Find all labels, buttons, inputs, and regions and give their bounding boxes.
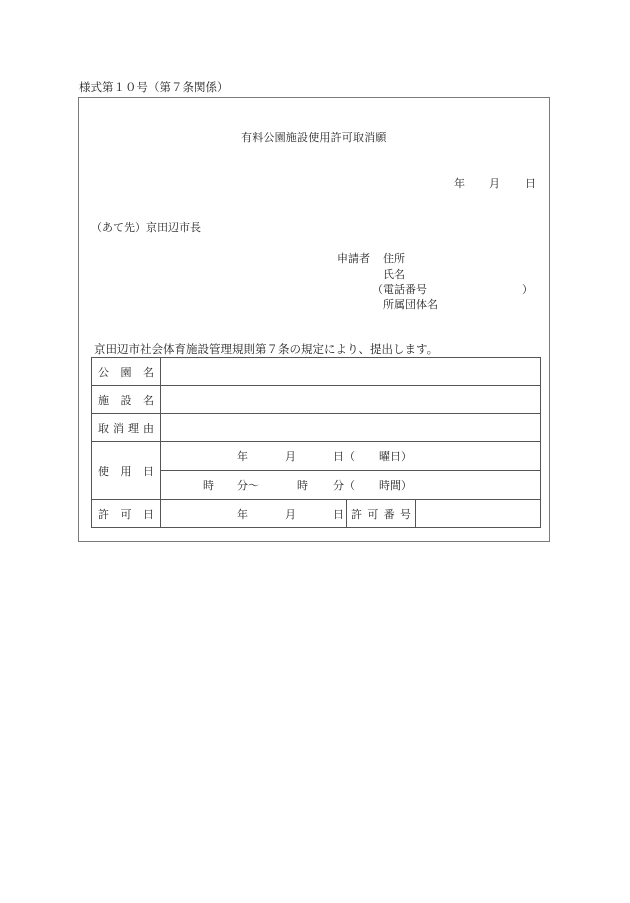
permit-date-label: 許 可 日 <box>92 500 161 528</box>
permit-date-input[interactable]: 年 月 日 <box>161 500 347 528</box>
form-code: 様式第１０号（第７条関係） <box>79 80 229 94</box>
table-row-cancel-reason <box>92 414 541 442</box>
applicant-name-field[interactable]: 氏名 <box>383 268 405 281</box>
phone-close-paren: ） <box>522 283 533 296</box>
table-row-permit <box>92 500 541 528</box>
table-row-park-name <box>92 358 541 386</box>
applicant-address-field[interactable]: 住所 <box>383 252 405 265</box>
cancel-reason-input[interactable] <box>161 414 541 442</box>
addressee: （あて先）京田辺市長 <box>91 221 201 234</box>
date-day-label[interactable]: 日 <box>525 177 536 190</box>
applicant-organization-field[interactable]: 所属団体名 <box>383 298 438 311</box>
permit-number-input[interactable] <box>416 500 541 528</box>
form-title: 有料公園施設使用許可取消願 <box>241 131 387 144</box>
cancel-reason-label: 取 消 理 由 <box>92 414 161 442</box>
applicant-phone-field[interactable]: （電話番号 <box>372 283 427 296</box>
applicant-label: 申請者 <box>337 252 370 265</box>
table-row-facility-name <box>92 386 541 414</box>
usage-time-input[interactable]: 時 分～ 時 分（ 時間） <box>161 471 541 500</box>
park-name-label: 公 園 名 <box>92 358 161 386</box>
permit-number-label: 許 可 番 号 <box>347 500 416 528</box>
table-row-usage-date <box>92 442 541 471</box>
date-month-label[interactable]: 月 <box>489 177 500 190</box>
facility-name-input[interactable] <box>161 386 541 414</box>
facility-name-label: 施 設 名 <box>92 386 161 414</box>
date-year-label[interactable]: 年 <box>454 177 465 190</box>
form-table <box>91 357 541 528</box>
usage-date-input[interactable]: 年 月 日（ 曜日） <box>161 442 541 471</box>
park-name-input[interactable] <box>161 358 541 386</box>
submission-statement: 京田辺市社会体育施設管理規則第７条の規定により、提出します。 <box>94 342 439 356</box>
usage-date-label: 使 用 日 <box>92 442 161 500</box>
